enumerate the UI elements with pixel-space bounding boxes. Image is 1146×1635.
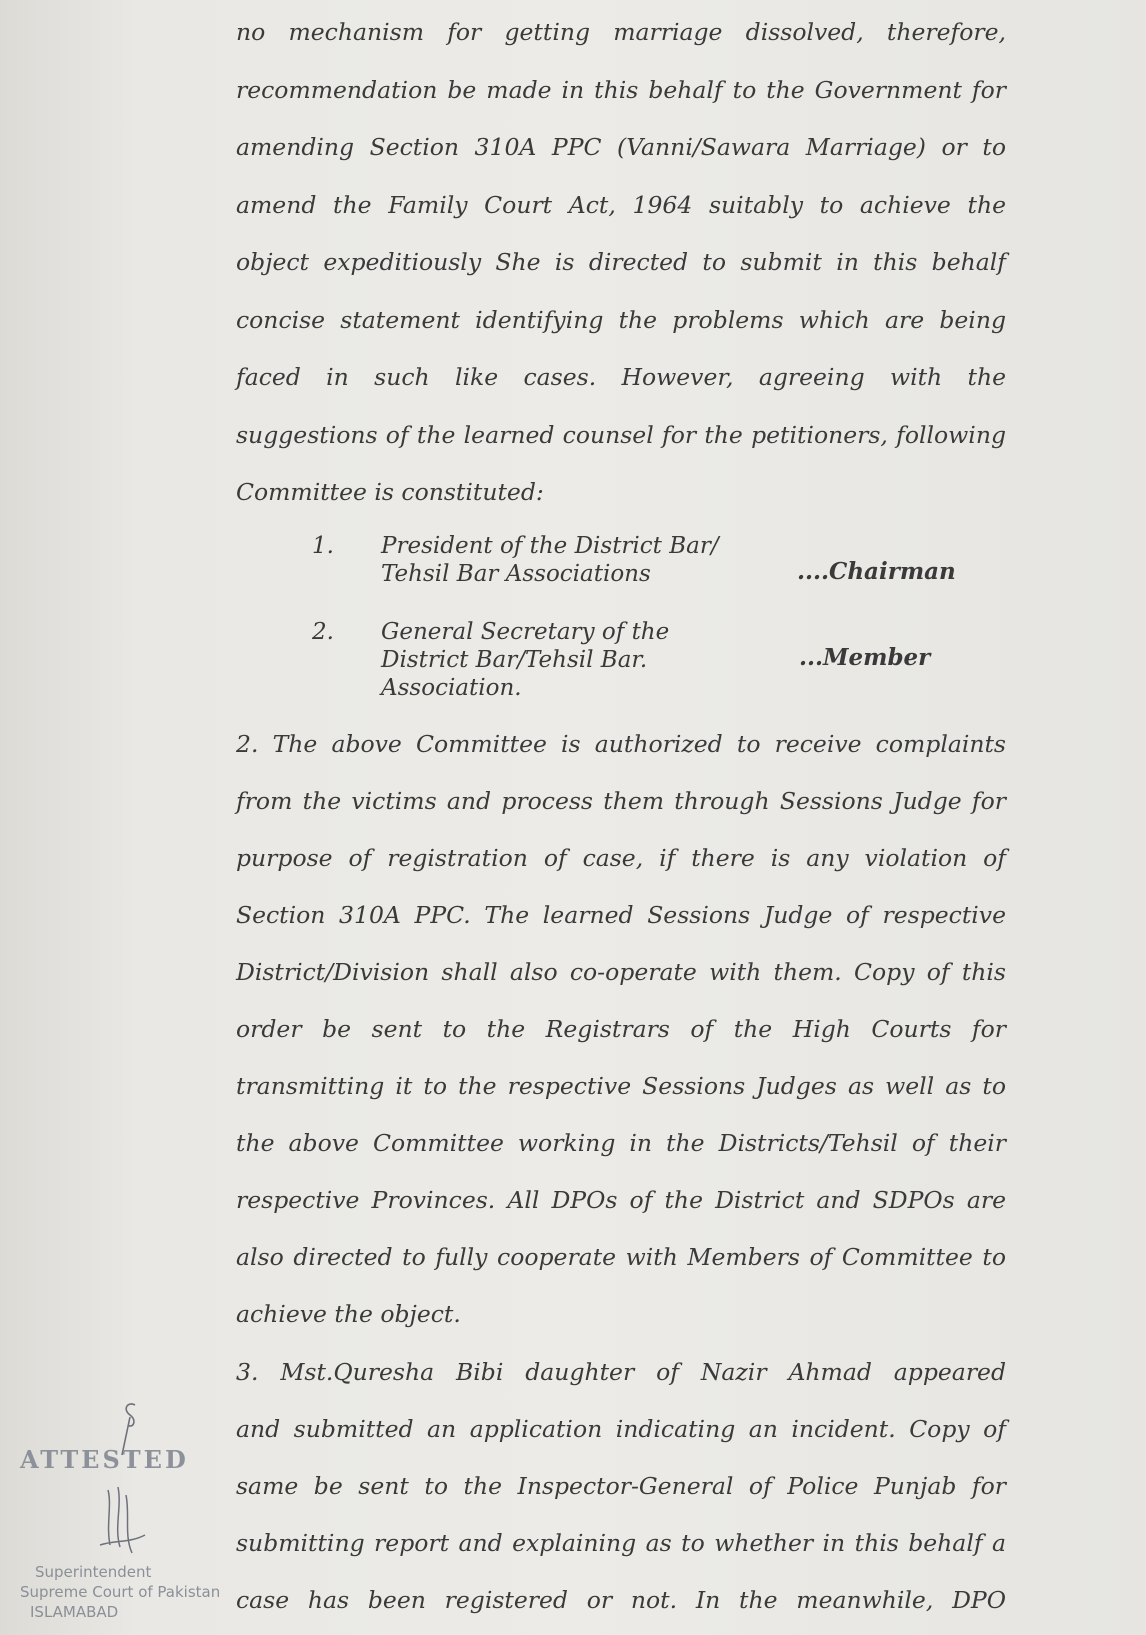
stamp-line-title: Superintendent (35, 1563, 152, 1581)
text-line: from the victims and process them through Sessions Judge for (236, 787, 1006, 815)
paragraph-1 (236, 4, 1006, 522)
committee-item-chairman (236, 532, 1006, 618)
text-line: case has been registered or not. In the meanwhile, DPO (236, 1586, 1006, 1614)
item-number: 1. (312, 533, 334, 559)
committee-list (236, 532, 1006, 708)
item-description-line: President of the District Bar/ (381, 533, 719, 559)
item-role: ...Member (799, 644, 931, 671)
text-line: 3. Mst.Quresha Bibi daughter of Nazir Ahmad appeared (236, 1358, 1006, 1386)
attested-label: ATTESTED (20, 1445, 189, 1474)
text-line: purpose of registration of case, if there is any violation of (236, 844, 1006, 872)
item-description-line: General Secretary of the (381, 619, 670, 645)
text-line: and submitted an application indicating an incident. Copy of (236, 1415, 1006, 1443)
text-line: achieve the object. (236, 1300, 461, 1328)
paragraph-3 (236, 1344, 1006, 1629)
committee-item-member (236, 618, 1006, 708)
text-line: no mechanism for getting marriage dissolved, therefore, (236, 18, 1006, 46)
text-line: respective Provinces. All DPOs of the District and SDPOs are (236, 1186, 1006, 1214)
text-line: transmitting it to the respective Sessions Judges as well as to (236, 1072, 1006, 1100)
item-role: ....Chairman (797, 558, 956, 585)
paragraph-2 (236, 716, 1006, 1343)
text-line: Section 310A PPC. The learned Sessions Judge of respective (236, 901, 1006, 929)
signature-icon (60, 1395, 170, 1565)
text-line: suggestions of the learned counsel for the petitioners, following (236, 420, 1006, 449)
text-line: also directed to fully cooperate with Members of Committee to (236, 1243, 1006, 1271)
text-line: the above Committee working in the Districts/Tehsil of their (236, 1129, 1006, 1157)
text-line: object expeditiously She is directed to submit in this behalf (236, 248, 1006, 276)
text-line: same be sent to the Inspector-General of Police Punjab for (236, 1472, 1006, 1500)
text-line: faced in such like cases. However, agreeing with the (236, 363, 1006, 391)
text-line: recommendation be made in this behalf to the Government for (236, 75, 1006, 104)
attestation-stamp (20, 1440, 230, 1630)
text-line: Committee is constituted: (236, 478, 544, 506)
stamp-line-court: Supreme Court of Pakistan (20, 1583, 221, 1601)
stamp-line-city: ISLAMABAD (30, 1603, 119, 1621)
item-description (381, 618, 751, 702)
text-line: amending Section 310A PPC (Vanni/Sawara Marriage) or to (236, 133, 1006, 161)
item-number: 2. (312, 619, 334, 645)
text-line: concise statement identifying the problems which are being (236, 305, 1006, 334)
text-line: submitting report and explaining as to whether in this behalf a (236, 1529, 1006, 1557)
item-description-line: District Bar/Tehsil Bar. (381, 647, 648, 673)
item-description-line: Tehsil Bar Associations (381, 561, 651, 587)
text-line: amend the Family Court Act, 1964 suitably to achieve the (236, 190, 1006, 219)
text-line: order be sent to the Registrars of the High Courts for (236, 1015, 1006, 1043)
item-description-line: Association. (381, 675, 522, 701)
text-line: District/Division shall also co-operate with them. Copy of this (236, 958, 1006, 986)
text-line: 2. The above Committee is authorized to receive complaints (236, 730, 1006, 758)
item-description (381, 532, 751, 588)
